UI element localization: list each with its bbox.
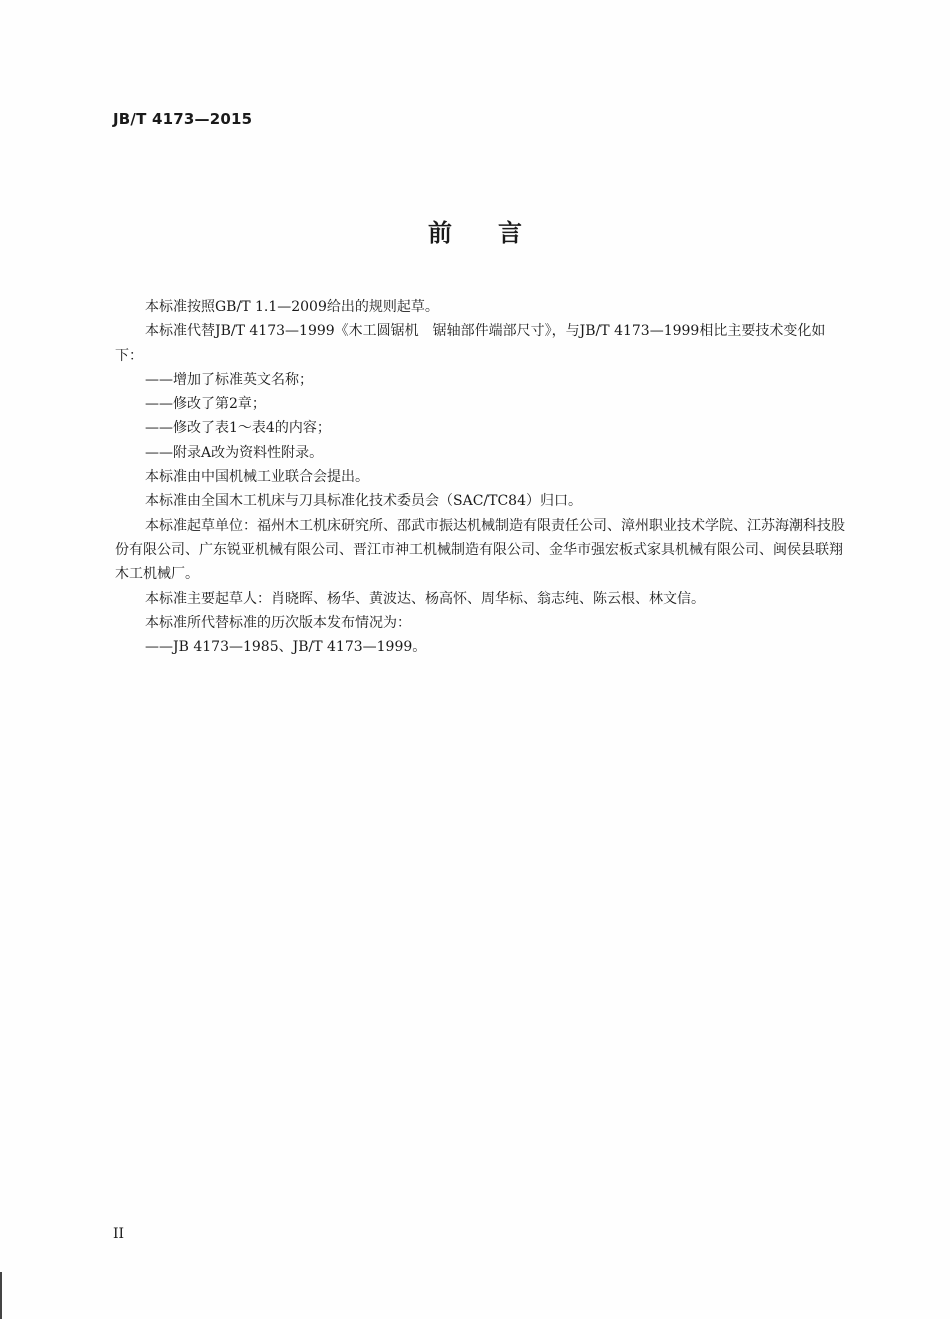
paragraph-history: 本标准所代替标准的历次版本发布情况为：	[145, 614, 411, 631]
paragraph-committee: 本标准由全国木工机床与刀具标准化技术委员会（SAC/TC84）归口。	[145, 493, 582, 510]
list-item-chapter-2: ——修改了第2章；	[145, 396, 266, 413]
standard-code: JB/T 4173—2015	[113, 110, 253, 128]
scan-edge-line	[0, 1272, 2, 1319]
paragraph-replacement: 本标准代替JB/T 4173—1999《木工圆锯机 锯轴部件端部尺寸》，与JB/T 4173—1999相比主要技术变化如下：	[115, 323, 826, 364]
list-item-tables: ——修改了表1～表4的内容；	[145, 420, 331, 437]
page-title: 前言	[428, 219, 568, 247]
paragraph-drafting-rules: 本标准按照GB/T 1.1—2009给出的规则起草。	[145, 299, 439, 315]
list-item-english-name: ——增加了标准英文名称；	[145, 371, 313, 388]
paragraph-proposer: 本标准由中国机械工业联合会提出。	[145, 469, 369, 486]
list-item-appendix: ——附录A改为资料性附录。	[145, 444, 324, 461]
foreword-body	[115, 295, 850, 659]
page-number: II	[113, 1226, 125, 1242]
paragraph-drafters: 本标准主要起草人：肖晓晖、杨华、黄波达、杨高怀、周华标、翁志纯、陈云根、林文信。	[145, 590, 705, 607]
list-item-history-versions: ——JB 4173—1985、JB/T 4173—1999。	[145, 639, 427, 656]
paragraph-drafting-units: 本标准起草单位：福州木工机床研究所、邵武市振达机械制造有限责任公司、漳州职业技术学院、江苏海潮科技股份有限公司、广东锐亚机械有限公司、晋江市神工机械制造有限公司、金华市强宏板式家具机械有限公司、闽侯县联翔木工机械厂。	[115, 517, 845, 583]
